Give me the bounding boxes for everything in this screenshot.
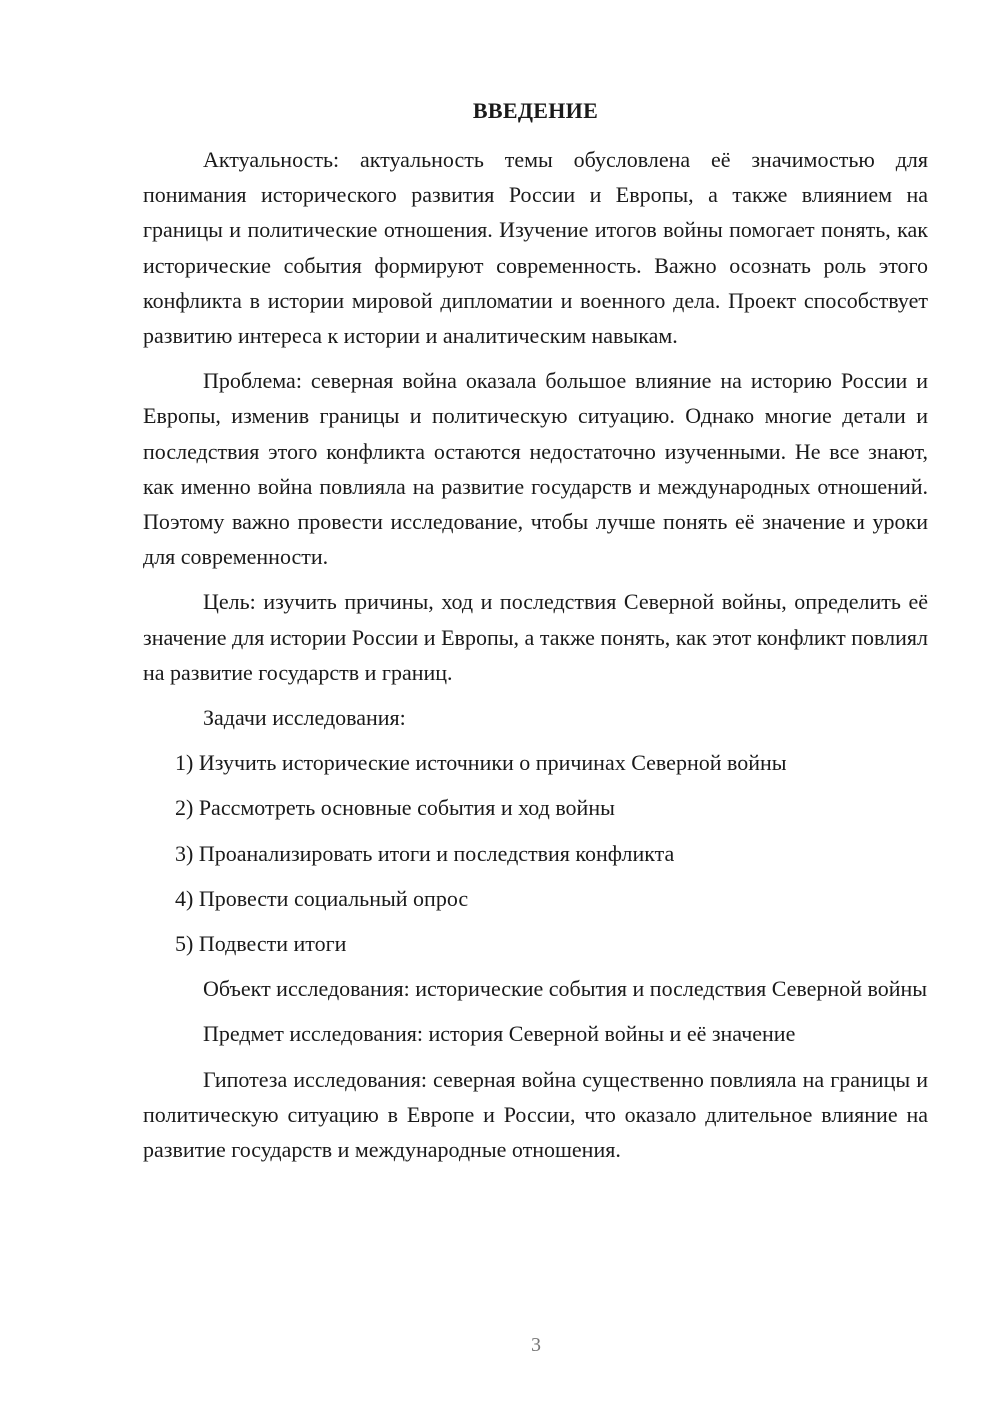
list-item: 4) Провести социальный опрос	[175, 885, 469, 911]
paragraph-object: Объект исследования: исторические события и последствия Северной войны	[203, 976, 928, 1002]
page-number: 3	[531, 1334, 541, 1356]
paragraph-goal: Цель: изучить причины, ход и последствия Северной войны, определить её значение для истории России и Европы, а также понять, как этот конфликт повлиял на развитие государств и границ.	[143, 589, 928, 685]
list-item: 3) Проанализировать итоги и последствия конфликта	[175, 840, 675, 866]
list-item: 1) Изучить исторические источники о причинах Северной войны	[175, 750, 787, 776]
paragraph-actuality: Актуальность: актуальность темы обусловлена её значимостью для понимания исторического развития России и Европы, а также влиянием на границы и политические отношения. Изучение итогов войны помогает понять, как исторические события формируют современность. Важно осознать роль этого конфликта в истории мировой дипломатии и военного дела. Проект способствует развитию интереса к истории и аналитическим навыкам.	[143, 147, 928, 349]
tasks-heading: Задачи исследования:	[203, 705, 406, 731]
paragraph-subject: Предмет исследования: история Северной войны и её значение	[203, 1021, 796, 1047]
paragraph-hypothesis: Гипотеза исследования: северная война существенно повлияла на границы и политическую ситуацию в Европе и России, что оказало длительное влияние на развитие государств и международные отношения.	[143, 1066, 928, 1163]
page-title: ВВЕДЕНИЕ	[472, 98, 599, 123]
list-item: 5) Подвести итоги	[175, 931, 347, 957]
paragraph-problem: Проблема: северная война оказала большое влияние на историю России и Европы, изменив границы и политическую ситуацию. Однако многие детали и последствия этого конфликта остаются недостаточно изученными. Не все знают, как именно война повлияла на развитие государств и международных отношений. Поэтому важно провести исследование, чтобы лучше понять её значение и уроки для современности.	[143, 368, 928, 570]
list-item: 2) Рассмотреть основные события и ход войны	[175, 795, 615, 821]
document-page	[143, 96, 928, 1177]
tasks-list	[143, 745, 928, 961]
